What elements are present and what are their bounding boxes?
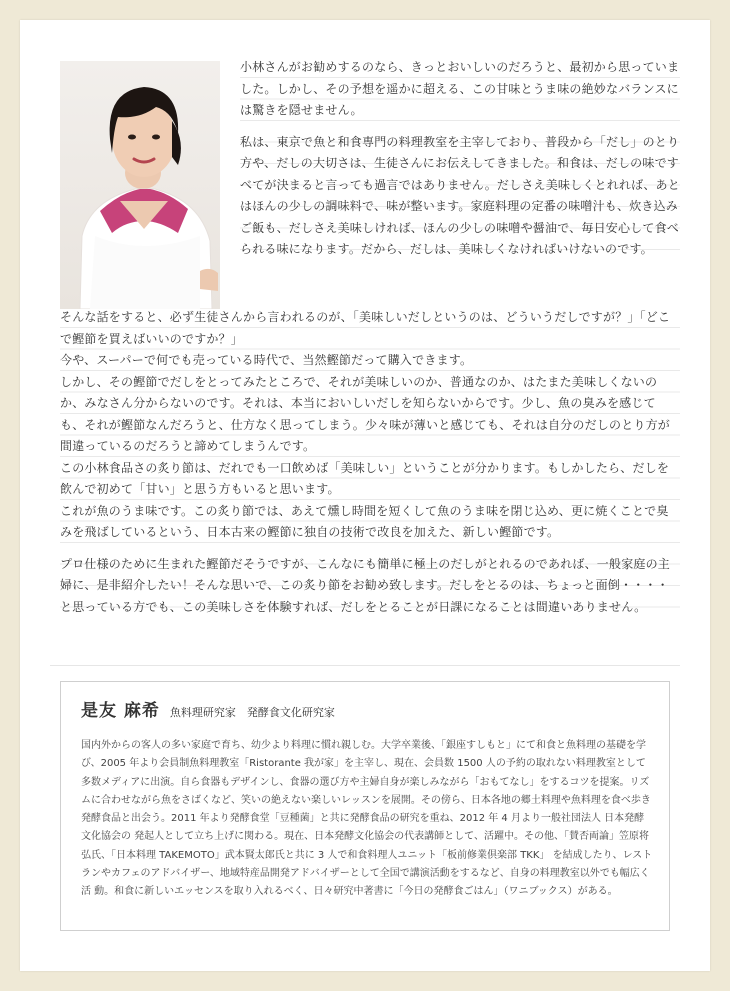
content-card	[20, 20, 710, 971]
profile-bio: 国内外からの客人の多い家庭で育ち、幼少より料理に慣れ親しむ。大学卒業後、「銀座すしもと」にて和食と魚料理の基礎を学び、2005 年より会員制魚料理教室「Ristorante 我が家」を主宰し、現在、会員数 1500 人の予約の取れない料理教室として多数メディアに出演。自ら食器もデザインし、食器の選び方や主婦自身が楽しみながら「おもてなし」をするコツを提案。リズムに合わせながら魚をさばくなど、笑いの絶えない楽しいレッスンを展開。その傍ら、日本各地の郷土料理や魚料理を食べ歩き発酵食品と出会う。2011 年より発酵食堂「豆種菌」と共に発酵食品の研究を重ね、2012 年 4 月より一般社団法人 日本発酵文化協会の 発起人として立ち上げに関わる。現在、日本発酵文化協会の代表講師として、活躍中。その他、「賛否両論」笠原将弘氏、「日本料理 TAKEMOTO」武本賢太郎氏と共に 3 人で和食料理人ユニット「板前修業倶楽部 TKK」 を結成したり、レストランやカフェのアドバイザー、地域特産品開発アドバイザーとして全国で講演活動をするなど、自身の料理教室以外でも幅広く活 動。和食に新しいエッセンスを取り入れるべく、日々研究中著書に「今日の発酵食ごはん」（ワニブックス）がある。	[81, 740, 653, 898]
intro-paragraph: 小林さんがお勧めするのなら、きっとおいしいのだろうと、最初から思っていました。しかし、その予想を遥かに超える、この甘味とうま味の絶妙なバランスには驚きを隠せません。	[240, 60, 680, 117]
portrait-illustration	[60, 61, 220, 309]
body-paragraph: 今や、スーパーで何でも売っている時代で、当然鰹節だって購入できます。	[60, 353, 473, 367]
body-paragraph: この小林食品さの炙り節は、だれでも一口飲めば「美味しい」ということが分かります。もしかしたら、だしを飲んで初めて「甘い」と思う方もいると思います。	[60, 460, 670, 496]
portrait-photo	[60, 61, 220, 309]
intro-text	[240, 57, 680, 261]
body-paragraph: しかし、その鰹節でだしをとってみたところで、それが美味しいのか、普通なのか、はたまた美味しくないのか、みなさん分からないのです。それは、本当においしいだしを知らないからです。少し、魚の臭みを感じても、それが鰹節なんだろうと、仕方なく思ってしまう。少々味が薄いと感じても、それは自分のだしのとり方が間違っているのだろうと諦めてしまうんです。	[60, 374, 671, 453]
profile-name: 是友 麻希	[81, 701, 160, 721]
profile-box	[60, 681, 670, 931]
profile-titles: 魚料理研究家 発酵食文化研究家	[169, 706, 335, 719]
body-paragraph: これが魚のうま味です。この炙り節では、あえて燻し時間を短くして魚のうま味を閉じ込め、更に焼くことで臭みを飛ばしているという、日本古来の鰹節に独自の技術で改良を加えた、新しい鰹節です。	[60, 503, 669, 539]
divider	[50, 665, 680, 666]
intro-paragraph: 私は、東京で魚と和食専門の料理教室を主宰しており、普段から「だし」のとり方や、だしの大切さは、生徒さんにお伝えしてきました。和食は、だしの味ですべてが決まると言っても過言ではありません。だしさえ美味しくとれれば、あとはほんの少しの調味料で、味が整います。家庭料理の定番の味噌汁も、炊き込みご飯も、だしさえ美味しければ、ほんの少しの味噌や醤油で、毎日安心して食べられる味になります。だから、だしは、美味しくなければいけないのです。	[240, 134, 680, 256]
body-text	[60, 307, 680, 618]
body-paragraph: そんな話をすると、必ず生徒さんから言われるのが、「美味しいだしというのは、どういうだしですが？」「どこで鰹節を買えばいいのですか？」	[60, 310, 671, 346]
closing-paragraph: プロ仕様のために生まれた鰹節だそうですが、こんなにも簡単に極上のだしがとれるのであれば、一般家庭の主婦に、是非紹介したい！そんな思いで、この炙り節をお勧め致します。だしをとるのは、ちょっと面倒・・・・と思っている方でも、この美味しさを体験すれば、だしをとることが日課になることは間違いありません。	[60, 556, 671, 614]
profile-header	[81, 696, 335, 721]
